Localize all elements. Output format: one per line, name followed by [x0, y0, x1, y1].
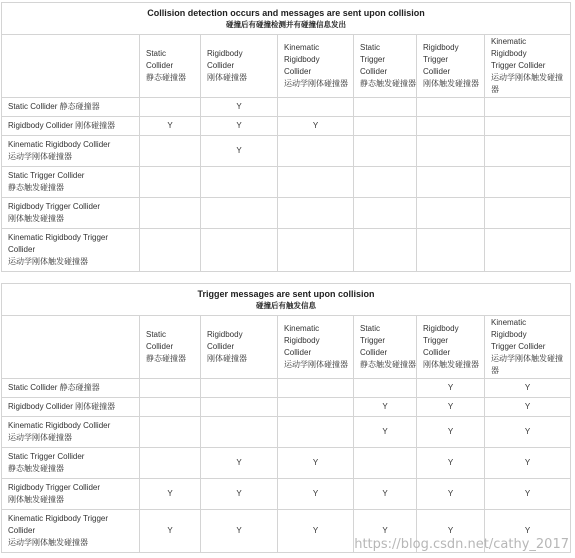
label-line: 静态触发碰撞器	[360, 79, 416, 88]
column-header	[485, 316, 571, 379]
table-row	[2, 417, 571, 448]
table-title-row	[2, 284, 571, 316]
label-line: 静态触发碰撞器	[8, 464, 64, 473]
label-line: Trigger Collider	[491, 61, 546, 70]
column-header	[201, 316, 278, 379]
matrix-cell	[278, 229, 354, 272]
matrix-cell	[201, 417, 278, 448]
matrix-cell	[354, 198, 417, 229]
label-line: 运动学刚体碰撞器	[8, 433, 72, 442]
label-line: Rigidbody Trigger Collider	[8, 202, 101, 211]
label-line: Kinematic Rigidbody Collider	[8, 140, 111, 149]
matrix-cell	[354, 136, 417, 167]
matrix-cell: Y	[354, 398, 417, 417]
label-line: Trigger	[360, 336, 386, 345]
label-line: Static	[146, 49, 167, 58]
matrix-cell	[278, 136, 354, 167]
matrix-cell	[354, 379, 417, 398]
table-row	[2, 379, 571, 398]
column-header	[417, 35, 485, 98]
matrix-cell	[485, 98, 571, 117]
matrix-cell	[354, 117, 417, 136]
row-header	[2, 398, 140, 417]
matrix-cell	[278, 398, 354, 417]
row-header	[2, 479, 140, 510]
matrix-cell	[417, 167, 485, 198]
matrix-cell	[485, 229, 571, 272]
matrix-cell	[485, 117, 571, 136]
label-line: Static	[360, 324, 381, 333]
collision-matrix-table	[1, 2, 571, 272]
label-line: 静态碰撞器	[146, 73, 186, 82]
matrix-cell: Y	[417, 417, 485, 448]
trigger-matrix-table	[1, 283, 571, 553]
table-row	[2, 198, 571, 229]
label-line: Collider	[284, 67, 312, 76]
table-row	[2, 448, 571, 479]
label-line: Kinematic Rigidbody Trigger	[8, 233, 109, 242]
label-line: Static Trigger Collider	[8, 452, 85, 461]
label-line: Rigidbody	[284, 55, 320, 64]
matrix-cell: Y	[485, 379, 571, 398]
label-line: Trigger Collider	[491, 342, 546, 351]
matrix-cell	[354, 448, 417, 479]
label-line: Collider	[423, 67, 451, 76]
watermark: https://blog.csdn.net/cathy_2017	[354, 537, 569, 552]
table-title	[2, 284, 571, 316]
label-line: Rigidbody	[423, 43, 459, 52]
row-header	[2, 510, 140, 553]
label-line: 运动学刚体触发碰撞器	[8, 257, 88, 266]
matrix-cell: Y	[417, 479, 485, 510]
matrix-cell	[417, 198, 485, 229]
matrix-cell: Y	[417, 398, 485, 417]
row-header	[2, 167, 140, 198]
matrix-cell: Y	[417, 448, 485, 479]
matrix-cell	[201, 167, 278, 198]
label-line: 运动学刚体碰撞器	[284, 360, 348, 369]
matrix-cell	[201, 229, 278, 272]
matrix-cell	[201, 198, 278, 229]
label-line: Collider	[423, 348, 451, 357]
table-row	[2, 398, 571, 417]
label-line: Static Collider 静态碰撞器	[8, 383, 100, 392]
label-line: Rigidbody	[491, 49, 527, 58]
label-line: Collider	[284, 348, 312, 357]
label-line: Collider	[146, 61, 174, 70]
corner-cell	[2, 35, 140, 98]
matrix-cell: Y	[417, 510, 485, 553]
label-line: 器	[491, 366, 499, 375]
matrix-cell	[278, 379, 354, 398]
matrix-cell: Y	[485, 510, 571, 553]
label-line: 器	[491, 85, 499, 94]
column-header	[485, 35, 571, 98]
label-line: Kinematic	[284, 43, 320, 52]
label-line: 刚体触发碰撞器	[8, 495, 64, 504]
label-line: Rigidbody	[207, 49, 243, 58]
row-header	[2, 417, 140, 448]
matrix-cell	[485, 198, 571, 229]
matrix-cell: Y	[485, 479, 571, 510]
label-line: Collider	[360, 348, 388, 357]
matrix-cell: Y	[201, 510, 278, 553]
matrix-cell: Y	[354, 479, 417, 510]
matrix-cell	[485, 136, 571, 167]
table-title-text: Trigger messages are sent upon collision	[197, 288, 375, 299]
label-line: Static Trigger Collider	[8, 171, 85, 180]
label-line: Kinematic	[491, 37, 527, 46]
table-title	[2, 3, 571, 35]
matrix-cell	[417, 136, 485, 167]
label-line: 运动学刚体碰撞器	[8, 152, 72, 161]
column-header-row	[2, 316, 571, 379]
matrix-cell	[485, 167, 571, 198]
label-line: Trigger	[360, 55, 386, 64]
matrix-cell	[278, 98, 354, 117]
matrix-cell	[278, 198, 354, 229]
column-header	[278, 316, 354, 379]
column-header	[354, 316, 417, 379]
label-line: Rigidbody	[491, 330, 527, 339]
matrix-cell: Y	[140, 479, 201, 510]
matrix-cell	[140, 136, 201, 167]
label-line: 刚体碰撞器	[207, 73, 247, 82]
matrix-cell	[201, 379, 278, 398]
label-line: 运动学刚体触发碰撞	[491, 73, 563, 82]
label-line: Static Collider 静态碰撞器	[8, 102, 100, 111]
matrix-cell: Y	[278, 510, 354, 553]
row-header	[2, 98, 140, 117]
matrix-cell	[354, 98, 417, 117]
label-line: Collider	[8, 245, 36, 254]
matrix-cell	[201, 398, 278, 417]
matrix-cell: Y	[485, 417, 571, 448]
table-row	[2, 479, 571, 510]
label-line: 运动学刚体触发碰撞器	[8, 538, 88, 547]
table-row	[2, 167, 571, 198]
label-line: 运动学刚体碰撞器	[284, 79, 348, 88]
matrix-cell: Y	[278, 117, 354, 136]
table-subtitle-text: 碰撞后有碰撞检测并有碰撞信息发出	[226, 19, 346, 29]
label-line: Collider	[207, 342, 235, 351]
column-header	[140, 35, 201, 98]
column-header	[201, 35, 278, 98]
matrix-cell: Y	[278, 479, 354, 510]
label-line: 静态触发碰撞器	[8, 183, 64, 192]
label-line: Rigidbody	[423, 324, 459, 333]
corner-cell	[2, 316, 140, 379]
matrix-cell	[140, 379, 201, 398]
matrix-cell: Y	[354, 510, 417, 553]
matrix-cell: Y	[201, 98, 278, 117]
label-line: Static	[146, 330, 167, 339]
label-line: Collider	[8, 526, 36, 535]
label-line: Kinematic Rigidbody Collider	[8, 421, 111, 430]
matrix-cell	[140, 167, 201, 198]
label-line: Rigidbody Trigger Collider	[8, 483, 101, 492]
matrix-cell	[354, 167, 417, 198]
row-header	[2, 117, 140, 136]
row-header	[2, 379, 140, 398]
column-header-row	[2, 35, 571, 98]
label-line: 刚体碰撞器	[207, 354, 247, 363]
table-subtitle-text: 碰撞后有触发信息	[256, 300, 316, 310]
row-header	[2, 448, 140, 479]
label-line: Rigidbody Collider 刚体碰撞器	[8, 402, 116, 411]
table-title-text: Collision detection occurs and messages are sent upon collision	[147, 7, 425, 18]
label-line: Trigger	[423, 336, 449, 345]
matrix-cell: Y	[140, 117, 201, 136]
matrix-cell	[278, 167, 354, 198]
label-line: Kinematic	[491, 318, 527, 327]
label-line: Static	[360, 43, 381, 52]
matrix-cell: Y	[201, 479, 278, 510]
matrix-cell: Y	[417, 379, 485, 398]
matrix-cell: Y	[485, 448, 571, 479]
label-line: 静态碰撞器	[146, 354, 186, 363]
table-title-row	[2, 3, 571, 35]
matrix-cell	[417, 117, 485, 136]
matrix-cell	[417, 229, 485, 272]
label-line: Rigidbody	[284, 336, 320, 345]
matrix-cell	[417, 98, 485, 117]
matrix-cell: Y	[201, 448, 278, 479]
label-line: Collider	[360, 67, 388, 76]
column-header	[140, 316, 201, 379]
table-row	[2, 117, 571, 136]
matrix-cell: Y	[354, 417, 417, 448]
matrix-cell: Y	[278, 448, 354, 479]
column-header	[354, 35, 417, 98]
label-line: Collider	[207, 61, 235, 70]
label-line: Rigidbody	[207, 330, 243, 339]
matrix-cell: Y	[485, 398, 571, 417]
table-row	[2, 136, 571, 167]
row-header	[2, 229, 140, 272]
column-header	[417, 316, 485, 379]
label-line: 刚体触发碰撞器	[8, 214, 64, 223]
matrix-cell: Y	[201, 117, 278, 136]
row-header	[2, 136, 140, 167]
matrix-cell	[278, 417, 354, 448]
label-line: Kinematic	[284, 324, 320, 333]
matrix-cell	[140, 229, 201, 272]
table-row	[2, 98, 571, 117]
matrix-cell: Y	[201, 136, 278, 167]
label-line: 刚体触发碰撞器	[423, 79, 479, 88]
table-row	[2, 229, 571, 272]
label-line: Trigger	[423, 55, 449, 64]
matrix-cell	[140, 198, 201, 229]
matrix-cell: Y	[140, 510, 201, 553]
matrix-cell	[140, 98, 201, 117]
matrix-cell	[140, 448, 201, 479]
matrix-cell	[140, 417, 201, 448]
matrix-cell	[140, 398, 201, 417]
label-line: 刚体触发碰撞器	[423, 360, 479, 369]
label-line: Kinematic Rigidbody Trigger	[8, 514, 109, 523]
label-line: 运动学刚体触发碰撞	[491, 354, 563, 363]
label-line: Rigidbody Collider 刚体碰撞器	[8, 121, 116, 130]
column-header	[278, 35, 354, 98]
label-line: 静态触发碰撞器	[360, 360, 416, 369]
row-header	[2, 198, 140, 229]
label-line: Collider	[146, 342, 174, 351]
matrix-cell	[354, 229, 417, 272]
